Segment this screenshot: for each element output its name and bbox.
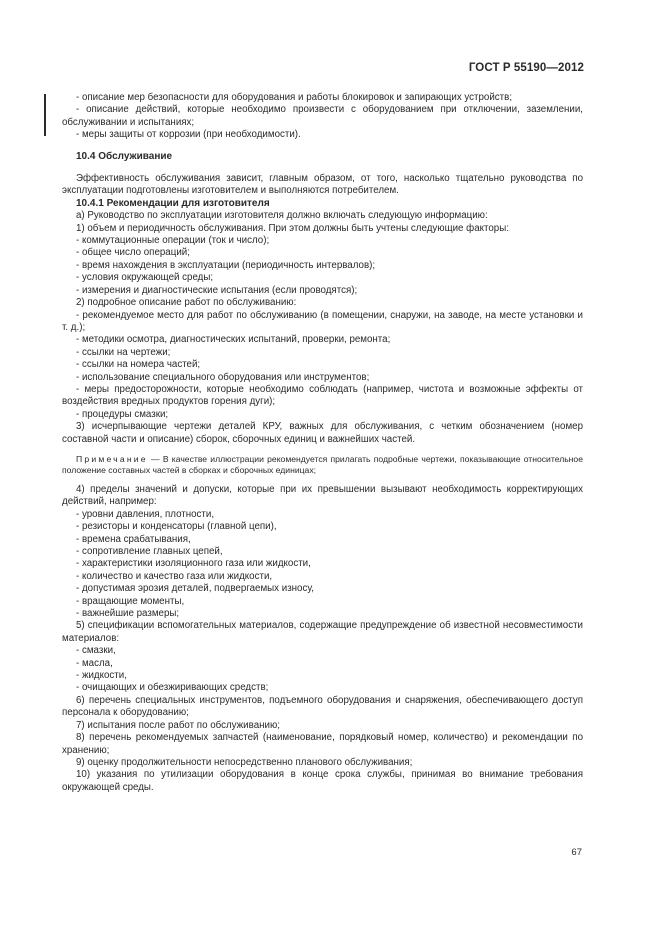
list-paragraph: 2) подробное описание работ по обслуживанию: xyxy=(76,297,297,309)
note-label: Примечание xyxy=(76,453,148,464)
list-item: - очищающих и обезжиривающих средств; xyxy=(76,682,269,694)
note xyxy=(62,454,583,476)
subsection-heading: 10.4.1 Рекомендации для изготовителя xyxy=(76,197,270,209)
list-paragraph: 3) исчерпывающие чертежи деталей КРУ, важных для обслуживания, с четким обозначением (номер составной части и описание) сборок, сборочных единиц и важнейших частей. xyxy=(62,421,583,445)
note-text: — В качестве иллюстрации рекомендуется прилагать подробные чертежи, показывающие относительное положение составных частей в сборках и сборочных единицах; xyxy=(62,453,583,475)
list-item: - рекомендуемое место для работ по обслуживанию (в помещении, снаружи, на заводе, на месте установки и т. д.); xyxy=(62,309,583,333)
list-item: - уровни давления, плотности, xyxy=(76,508,215,520)
list-item: - описание действий, которые необходимо произвести с оборудованием при отключении, заземлении, обслуживании и испытаниях; xyxy=(62,104,583,128)
list-item: - методики осмотра, диагностических испытаний, проверки, ремонта; xyxy=(76,334,391,346)
list-item: - ссылки на номера частей; xyxy=(76,359,201,371)
list-item: - условия окружающей среды; xyxy=(76,272,214,284)
list-item: - меры защиты от коррозии (при необходимости). xyxy=(76,129,301,141)
list-item: - смазки, xyxy=(76,645,116,657)
list-item: - использование специального оборудования или инструментов; xyxy=(76,371,370,383)
list-paragraph: 7) испытания после работ по обслуживанию; xyxy=(76,719,280,731)
list-item: - сопротивление главных цепей, xyxy=(76,546,223,557)
list-item: - количество и качество газа или жидкости, xyxy=(76,570,273,582)
list-paragraph: 5) спецификации вспомогательных материалов, содержащие предупреждение об известной несовместимости материалов: xyxy=(62,620,583,644)
list-paragraph: 4) пределы значений и допуски, которые при их превышении вызывают необходимость корректирующих действий, например: xyxy=(62,483,583,508)
list-item: - время нахождения в эксплуатации (периодичность интервалов); xyxy=(76,259,376,271)
list-item: - резисторы и конденсаторы (главной цепи), xyxy=(76,521,277,533)
list-item: - допустимая эрозия деталей, подвергаемых износу, xyxy=(76,583,314,595)
list-item: - измерения и диагностические испытания (если проводятся); xyxy=(76,284,358,296)
list-paragraph: 8) перечень рекомендуемых запчастей (наименование, порядковый номер, количество) и рекомендации по хранению; xyxy=(62,732,583,756)
section-heading: 10.4 Обслуживание xyxy=(76,150,173,162)
lead-paragraph: а) Руководство по эксплуатации изготовителя должно включать следующую информацию: xyxy=(76,210,488,222)
list-paragraph: 1) объем и периодичность обслуживания. При этом должны быть учтены следующие факторы: xyxy=(76,222,509,234)
document-code: ГОСТ Р 55190—2012 xyxy=(468,62,584,74)
list-item: - общее число операций; xyxy=(76,247,190,259)
page-content xyxy=(62,92,583,794)
list-item: - описание мер безопасности для оборудования и работы блокировок и запирающих устройств; xyxy=(76,92,513,103)
page-number: 67 xyxy=(571,847,582,858)
list-paragraph: 10) указания по утилизации оборудования в конце срока службы, принимая во внимание требования окружающей среды. xyxy=(62,769,583,793)
list-item: - времена срабатывания, xyxy=(76,533,191,545)
list-paragraph: 6) перечень специальных инструментов, подъемного оборудования и снаряжения, обеспечивающего доступ персонала к оборудованию; xyxy=(62,694,583,719)
list-item: - характеристики изоляционного газа или жидкости, xyxy=(76,558,311,570)
list-item: - коммутационные операции (ток и число); xyxy=(76,235,270,247)
section-intro: Эффективность обслуживания зависит, главным образом, от того, насколько тщательно руководства по эксплуатации подготовлены изготовителем и выполняются потребителем. xyxy=(62,173,583,197)
list-paragraph: 9) оценку продолжительности непосредственно планового обслуживания; xyxy=(76,756,413,768)
list-item: - ссылки на чертежи; xyxy=(76,346,171,358)
list-item: - важнейшие размеры; xyxy=(76,608,180,620)
list-item: - меры предосторожности, которые необходимо соблюдать (например, чистота и возможные эффекты от воздействия вредных продуктов горения дуги); xyxy=(62,383,583,408)
list-item: - масла, xyxy=(76,657,113,669)
list-item: - жидкости, xyxy=(76,670,127,682)
list-item: - вращающие моменты, xyxy=(76,595,185,607)
change-bar xyxy=(44,94,46,136)
list-item: - процедуры смазки; xyxy=(76,408,169,420)
